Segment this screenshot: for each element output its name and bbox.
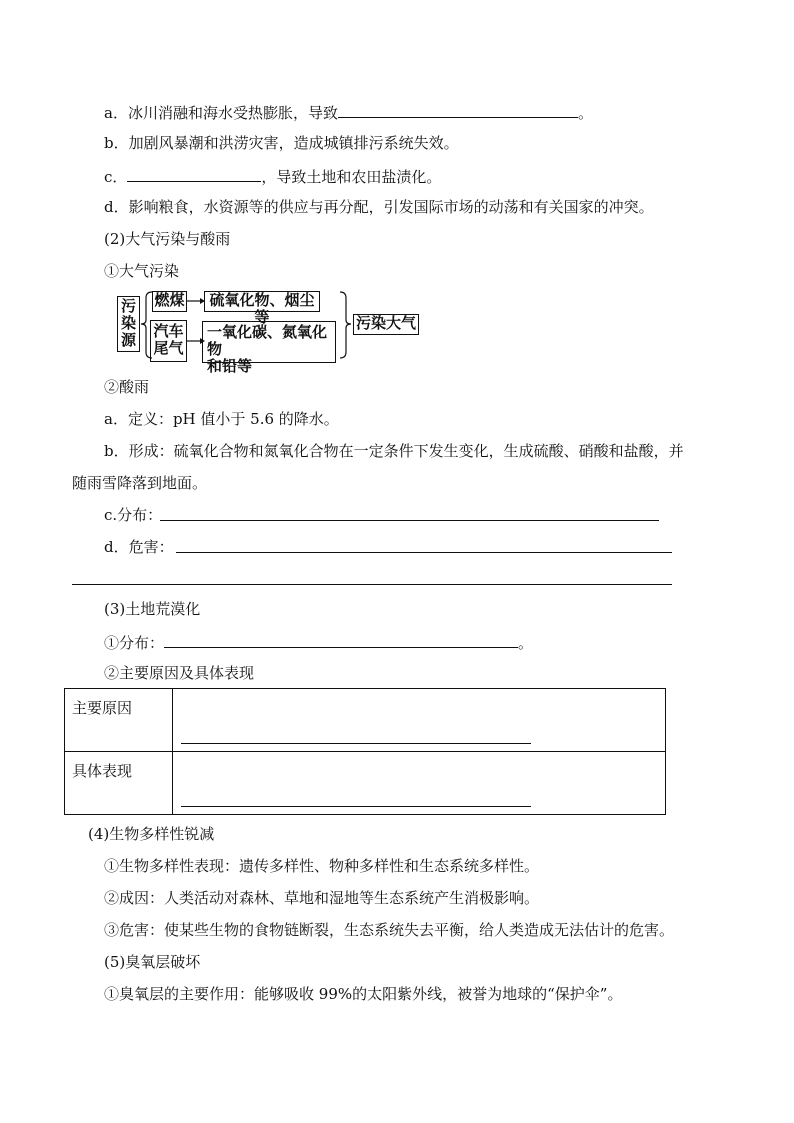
item-a-blank[interactable] bbox=[338, 101, 578, 118]
diagram-source-box: 污 染 源 bbox=[117, 296, 140, 352]
item-c-blank[interactable] bbox=[127, 165, 261, 182]
right-brace bbox=[340, 292, 351, 358]
harm-blank-1[interactable] bbox=[176, 552, 672, 553]
desertification-distribution bbox=[104, 631, 533, 653]
section-2-heading: (2)大气污染与酸雨 bbox=[104, 230, 231, 248]
diagram-car-result-box: 一氧化碳、氮氧化物 和铅等 bbox=[202, 321, 336, 363]
pollution-diagram bbox=[112, 290, 432, 375]
acid-rain-formation-2: 随雨雪降落到地面。 bbox=[72, 474, 208, 492]
harm-label: d．危害： bbox=[104, 538, 174, 556]
desert-distribution-end: 。 bbox=[518, 634, 534, 652]
acid-rain-formation-1: b．形成：硫氧化合物和氮氧化合物在一定条件下发生变化，生成硫酸、硝酸和盐酸，并 bbox=[104, 442, 684, 460]
row-header-manifestations: 具体表现 bbox=[65, 752, 173, 815]
biodiversity-item-3: ③危害：使某些生物的食物链断裂，生态系统失去平衡，给人类造成无法估计的危害。 bbox=[104, 921, 675, 939]
table-row bbox=[65, 752, 666, 815]
section-5-heading: (5)臭氧层破坏 bbox=[104, 953, 201, 971]
item-d: d．影响粮食，水资源等的供应与再分配，引发国际市场的动荡和有关国家的冲突。 bbox=[104, 198, 654, 216]
diagram-outcome-box: 污染大气 bbox=[353, 314, 419, 335]
air-pollution-subheading: ①大气污染 bbox=[104, 262, 180, 280]
harm-blank-2[interactable] bbox=[72, 584, 672, 585]
item-c bbox=[104, 165, 441, 187]
diagram-car-box: 汽车 尾气 bbox=[150, 320, 187, 362]
desert-distribution-blank[interactable] bbox=[164, 631, 518, 648]
causes-table bbox=[64, 688, 666, 815]
section-3-heading: (3)土地荒漠化 bbox=[104, 600, 201, 618]
biodiversity-item-1: ①生物多样性表现：遗传多样性、物种多样性和生态系统多样性。 bbox=[104, 857, 540, 875]
item-a bbox=[104, 101, 593, 123]
causes-heading: ②主要原因及具体表现 bbox=[104, 664, 255, 682]
causes-answer-line bbox=[181, 743, 531, 744]
diagram-coal-box: 燃煤 bbox=[152, 291, 187, 312]
desert-distribution-label: ①分布： bbox=[104, 634, 165, 652]
acid-rain-harm bbox=[104, 537, 174, 557]
ozone-item-1: ①臭氧层的主要作用：能够吸收 99%的太阳紫外线，被誉为地球的“保护伞”。 bbox=[104, 985, 623, 1003]
biodiversity-item-2: ②成因：人类活动对森林、草地和湿地等生态系统产生消极影响。 bbox=[104, 889, 540, 907]
distribution-blank[interactable] bbox=[160, 520, 659, 521]
item-a-text: a．冰川消融和海水受热膨胀，导致 bbox=[104, 104, 338, 122]
item-a-end: 。 bbox=[577, 104, 593, 122]
item-c-text: ，导致土地和农田盐渍化。 bbox=[261, 168, 442, 186]
diagram-coal-result-box: 硫氧化物、烟尘等 bbox=[204, 291, 320, 312]
acid-rain-definition: a．定义：pH 值小于 5.6 的降水。 bbox=[104, 410, 339, 428]
manifestations-answer-line bbox=[181, 806, 531, 807]
item-c-label: c． bbox=[104, 168, 128, 186]
table-row bbox=[65, 689, 666, 752]
row-header-causes: 主要原因 bbox=[65, 689, 173, 752]
item-b: b．加剧风暴潮和洪涝灾害，造成城镇排污系统失效。 bbox=[104, 134, 459, 152]
acid-rain-distribution bbox=[104, 505, 162, 525]
section-4-heading: (4)生物多样性锐减 bbox=[88, 825, 215, 843]
manifestations-answer-cell[interactable] bbox=[173, 752, 666, 815]
distribution-label: c.分布： bbox=[104, 506, 163, 524]
causes-answer-cell[interactable] bbox=[173, 689, 666, 752]
acid-rain-subheading: ②酸雨 bbox=[104, 378, 150, 396]
